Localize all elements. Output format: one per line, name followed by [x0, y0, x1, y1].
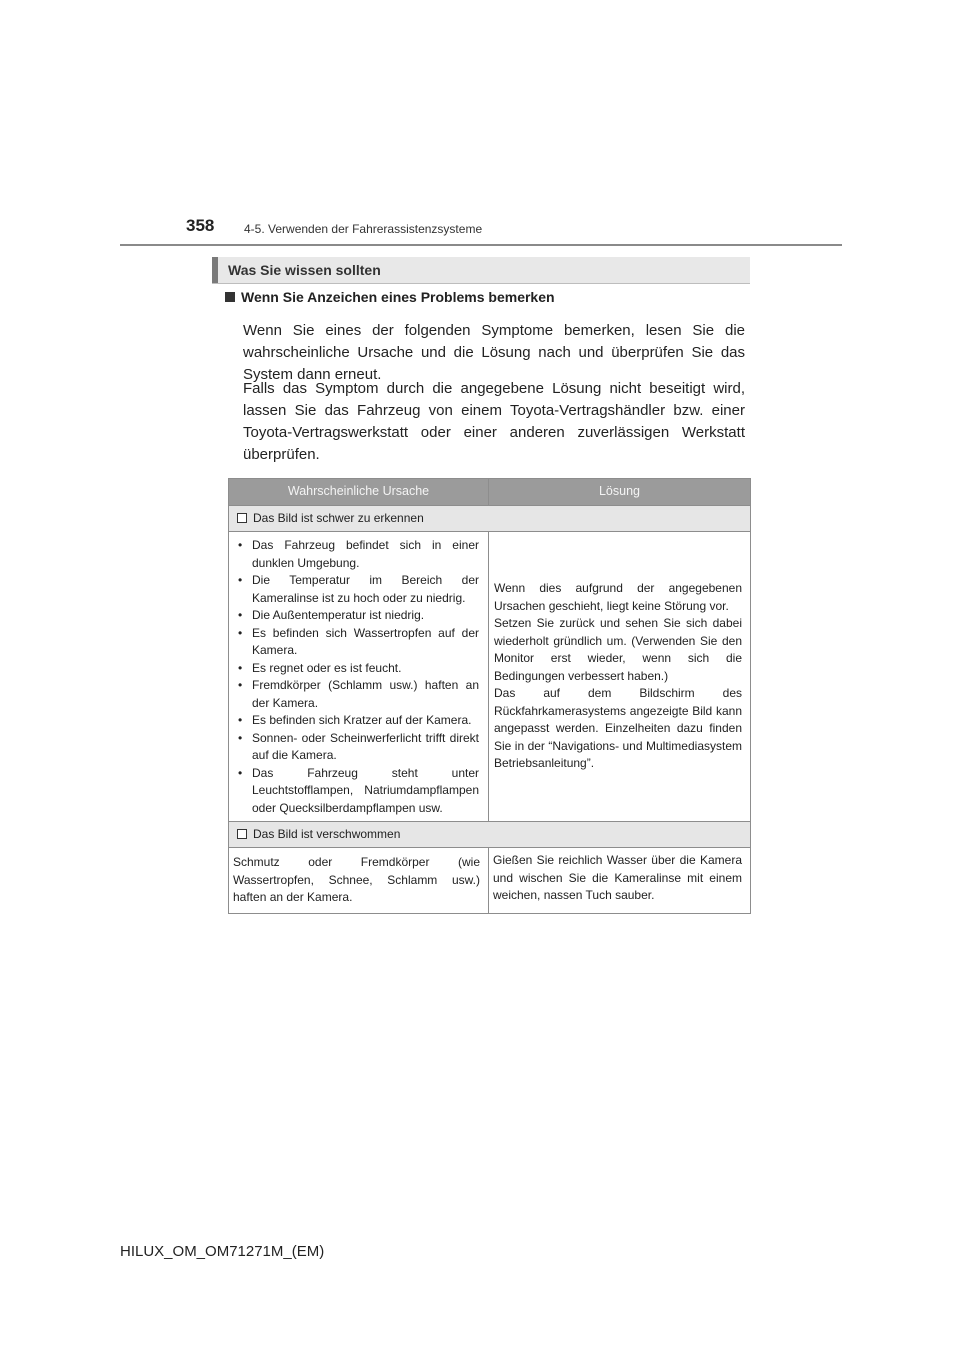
table-header-row	[229, 479, 751, 506]
document-code: HILUX_OM_OM71271M_(EM)	[120, 1243, 325, 1260]
intro-paragraph: Wenn Sie eines der folgenden Symptome bemerken, lesen Sie die wahrscheinliche Ursache und die Lösung nach und überprüfen Sie das System dann erneut.	[243, 322, 745, 383]
list-item: • Die Außentemperatur ist niedrig.	[236, 607, 479, 625]
list-item: • Sonnen- oder Scheinwerferlicht trifft direkt auf die Kamera.	[236, 730, 479, 765]
infobox-title: Was Sie wissen sollten	[228, 262, 381, 278]
solution-text: Setzen Sie zurück und sehen Sie sich dabei wiederholt gründlich um. (Verwenden Sie den Monitor erst wieder, wenn sich die Bedingungen verbessert haben.)	[494, 616, 742, 683]
category-label: Das Bild ist verschwommen	[253, 826, 401, 841]
list-item: • Fremdkörper (Schlamm usw.) haften an der Kamera.	[236, 677, 479, 712]
column-header-solution: Lösung	[489, 479, 751, 506]
page-number: 358	[186, 216, 215, 235]
list-item: • Das Fahrzeug steht unter Leuchtstofflampen, Natriumdampflampen oder Quecksilberdampflampen usw.	[236, 765, 479, 818]
troubleshooting-table	[228, 478, 751, 914]
solution-cell	[489, 532, 751, 822]
solution-text: Wenn dies aufgrund der angegebenen Ursachen geschieht, liegt keine Störung vor.	[494, 581, 742, 613]
header-rule	[120, 244, 842, 246]
solution-cell: Gießen Sie reichlich Wasser über die Kamera und wischen Sie die Kameralinse mit einem weichen, nassen Tuch sauber.	[489, 848, 751, 914]
table-row	[229, 848, 751, 914]
subheading-text: Wenn Sie Anzeichen eines Problems bemerken	[241, 289, 555, 305]
square-bullet-icon	[225, 292, 235, 302]
cause-cell: Schmutz oder Fremdkörper (wie Wassertropfen, Schnee, Schlamm usw.) haften an der Kamera.	[229, 848, 489, 914]
category-cell	[229, 822, 751, 848]
category-label: Das Bild ist schwer zu erkennen	[253, 510, 424, 525]
section-title: 4-5. Verwenden der Fahrerassistenzsysteme	[244, 222, 483, 236]
list-item: • Es regnet oder es ist feucht.	[236, 660, 479, 678]
infobox-accent-bar	[212, 257, 218, 283]
advice-paragraph: Falls das Symptom durch die angegebene Lösung nicht beseitigt wird, lassen Sie das Fahrzeug von einem Toyota-Vertragshändler bzw. einer Toyota-Vertragswerkstatt oder einer anderen zuverlässigen Werkstatt überprüfen.	[243, 380, 745, 463]
column-header-cause: Wahrscheinliche Ursache	[229, 479, 489, 506]
infobox-header	[212, 257, 750, 284]
checkbox-icon	[237, 513, 247, 523]
category-row	[229, 822, 751, 848]
list-item: • Das Fahrzeug befindet sich in einer dunklen Umgebung.	[236, 537, 479, 572]
cause-cell	[229, 532, 489, 822]
subheading	[225, 289, 555, 305]
list-item: • Es befinden sich Wassertropfen auf der Kamera.	[236, 625, 479, 660]
category-row	[229, 506, 751, 532]
table-row	[229, 532, 751, 822]
list-item: • Es befinden sich Kratzer auf der Kamera.	[236, 712, 479, 730]
checkbox-icon	[237, 829, 247, 839]
solution-text: Das auf dem Bildschirm des Rückfahrkamerasystems angezeigte Bild kann angepasst werden. Einzelheiten dazu finden Sie in der “Navigations- und Multimediasystem Betriebsanleitung”.	[494, 686, 742, 771]
category-cell	[229, 506, 751, 532]
cause-list	[236, 537, 479, 817]
list-item: • Die Temperatur im Bereich der Kameralinse ist zu hoch oder zu niedrig.	[236, 572, 479, 607]
